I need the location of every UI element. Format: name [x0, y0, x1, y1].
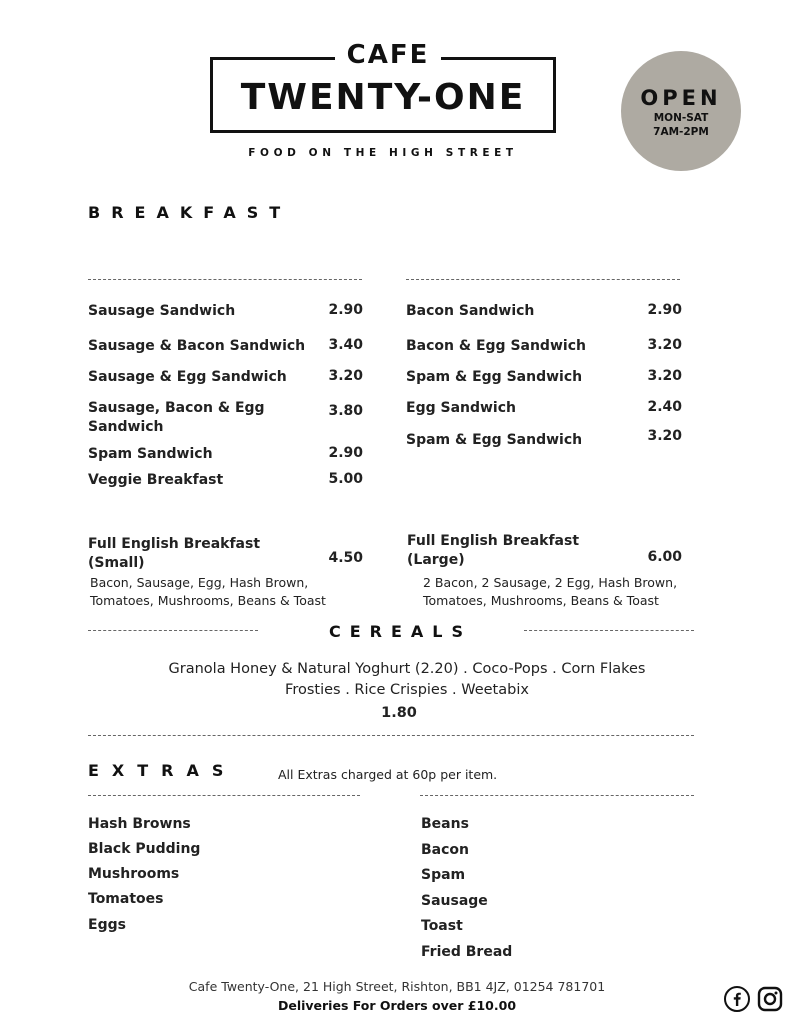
open-days: MON-SAT: [653, 112, 709, 124]
extra-item: Beans: [421, 816, 469, 832]
menu-item-price: 3.20: [647, 368, 682, 384]
menu-item-price: 3.20: [647, 337, 682, 353]
cereals-heading: CEREALS: [329, 622, 473, 641]
cereals-bottom-divider: [88, 735, 694, 736]
menu-item-name: Sausage Sandwich: [88, 303, 236, 319]
menu-item-price: 2.90: [647, 302, 682, 318]
logo-title: TWENTY-ONE: [240, 77, 526, 118]
menu-item-price: 3.40: [328, 337, 363, 353]
logo-cafe-word: CAFE: [335, 38, 441, 72]
full-english-small-description: Bacon, Sausage, Egg, Hash Brown, Tomatoes, Mushrooms, Beans & Toast: [90, 575, 326, 608]
open-hours-badge: [621, 51, 741, 171]
footer-delivery: Deliveries For Orders over £10.00: [277, 998, 517, 1013]
full-english-large-name: Full English Breakfast (Large): [407, 533, 580, 568]
instagram-icon[interactable]: [757, 986, 783, 1012]
menu-item-price: 3.80: [328, 403, 363, 419]
extra-item: Sausage: [421, 893, 488, 909]
menu-item-price: 5.00: [328, 471, 363, 487]
extra-item: Black Pudding: [88, 841, 201, 857]
extra-item: Spam: [421, 867, 466, 883]
menu-item-name: Sausage & Egg Sandwich: [88, 369, 287, 385]
tagline: FOOD ON THE HIGH STREET: [248, 147, 518, 159]
menu-item-name: Egg Sandwich: [406, 400, 516, 416]
cereals-line-1: Granola Honey & Natural Yoghurt (2.20) . Coco-Pops . Corn Flakes: [168, 661, 646, 677]
breakfast-right-divider: [406, 279, 680, 280]
menu-item-name: Spam & Egg Sandwich: [406, 432, 583, 448]
breakfast-heading: BREAKFAST: [88, 203, 292, 222]
extras-heading: EXTRAS: [88, 761, 237, 780]
full-english-large-description: 2 Bacon, 2 Sausage, 2 Egg, Hash Brown, Tomatoes, Mushrooms, Beans & Toast: [423, 575, 678, 608]
menu-item-price: 3.20: [328, 368, 363, 384]
cereals-left-divider: [88, 630, 258, 631]
menu-item-name: Spam Sandwich: [88, 446, 213, 462]
menu-item-price: 2.90: [328, 445, 363, 461]
menu-item-price: 2.40: [647, 399, 682, 415]
cereals-right-divider: [524, 630, 694, 631]
extras-left-divider: [88, 795, 360, 796]
extra-item: Eggs: [88, 917, 126, 933]
menu-item-name: Spam & Egg Sandwich: [406, 369, 583, 385]
menu-item-name: Sausage, Bacon & Egg Sandwich: [88, 400, 265, 435]
full-english-large-price: 6.00: [647, 549, 682, 565]
menu-item-name: Bacon Sandwich: [406, 303, 535, 319]
open-hours: 7AM-2PM: [653, 126, 709, 138]
menu-item-price: 2.90: [328, 302, 363, 318]
menu-item-name: Sausage & Bacon Sandwich: [88, 338, 306, 354]
full-english-small-price: 4.50: [328, 550, 363, 566]
open-label: OPEN: [640, 86, 722, 110]
menu-item-price: 3.20: [647, 428, 682, 444]
cereals-line-2: Frosties . Rice Crispies . Weetabix: [285, 682, 529, 698]
extra-item: Bacon: [421, 842, 470, 858]
menu-item-name: Veggie Breakfast: [88, 472, 224, 488]
extras-note: All Extras charged at 60p per item.: [278, 767, 498, 782]
full-english-small-name: Full English Breakfast (Small): [88, 536, 261, 571]
extra-item: Hash Browns: [88, 816, 191, 832]
breakfast-left-divider: [88, 279, 362, 280]
menu-item-name: Bacon & Egg Sandwich: [406, 338, 586, 354]
extra-item: Tomatoes: [88, 891, 164, 907]
extra-item: Mushrooms: [88, 866, 180, 882]
facebook-icon[interactable]: [724, 986, 750, 1012]
extras-right-divider: [420, 795, 694, 796]
footer-address: Cafe Twenty-One, 21 High Street, Rishton, BB1 4JZ, 01254 781701: [188, 979, 606, 994]
cereals-price: 1.80: [381, 705, 417, 721]
extra-item: Toast: [421, 918, 463, 934]
extra-item: Fried Bread: [421, 944, 513, 960]
